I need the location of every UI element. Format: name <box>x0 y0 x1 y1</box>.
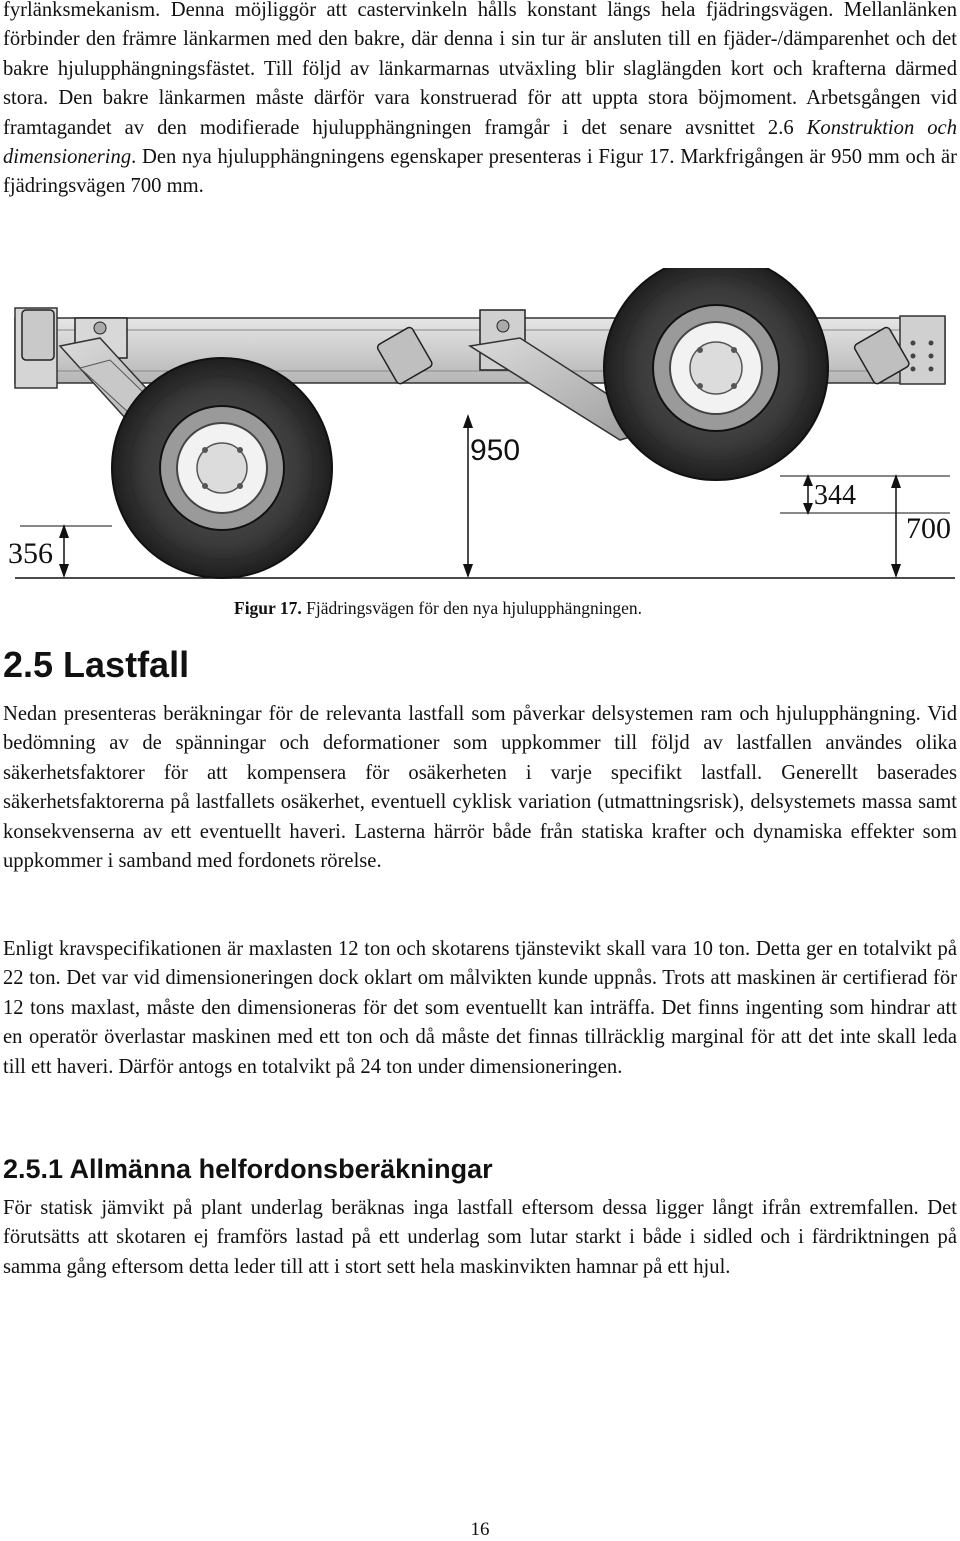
intro-paragraph <box>3 0 957 202</box>
figure-caption <box>234 598 642 619</box>
dimension-label-700: 700 <box>906 512 951 545</box>
suspension-figure <box>0 268 960 590</box>
page-number: 16 <box>470 1519 490 1540</box>
rear-wheel <box>604 268 828 480</box>
suspension-drawing <box>0 268 960 590</box>
helfordon-paragraph: För statisk jämvikt på plant underlag beräknas inga lastfall eftersom dessa ligger långt ifrån extremfallen. Det förutsätts att skotaren ej framförs lastad på ett underlag som lutar starkt i både i sidled och i färdriktningen på samma gång eftersom detta leder till att i stort sett hela maskinvikten hamnar på ett hjul. <box>3 1197 957 1278</box>
dimension-700 <box>891 474 901 578</box>
caption-label: Figur 17. <box>234 598 302 618</box>
lastfall-paragraph-2: Enligt kravspecifikationen är maxlasten 12 ton och skotarens tjänstevikt skall vara 10 ton. Detta ger en totalvikt på 22 ton. Det var vid dimensioneringen dock oklart om målvikten kunde uppnås. Trots att maskinen är certifierad för 12 tons maxlast, måste den dimensioneras för det som eventuellt kan inträffa. Det finns ingenting som hindrar att en operatör överlastar maskinen med ett ton och då måste det finnas tillräcklig marginal för att det inte skall leda till ett haveri. Därför antogs en totalvikt på 24 ton under dimensioneringen. <box>3 938 957 1078</box>
caption-text: Fjädringsvägen för den nya hjulupphängningen. <box>301 598 642 618</box>
intro-text-1: fyrlänksmekanism. Denna möjliggör att castervinkeln hålls konstant längs hela fjädringsvägen. Mellanlänken förbinder den främre länkarmen med den bakre, där denna i sin tur är ansluten till en fjäder-/dämparenhet och det bakre hjulupphängningsfästet. Till följd av länkarmarnas utväxling blir slaglängden kort och krafterna därmed stora. Den bakre länkarmen måste därför vara konstruerad för att uppta stora böjmoment. Arbetsgången vid framtagandet av den modifierade hjulupphängningen framgår i det senare avsnittet 2.6 <box>3 0 957 139</box>
section-heading-lastfall: 2.5 Lastfall <box>3 644 190 685</box>
subsection-heading-helfordon: 2.5.1 Allmänna helfordonsberäkningar <box>3 1154 493 1184</box>
dimension-label-356: 356 <box>8 537 53 570</box>
dimension-label-344: 344 <box>814 480 856 511</box>
intro-text-2: . Den nya hjulupphängningens egenskaper presenteras i Figur 17. Markfrigången är 950 mm och är fjädringsvägen 700 mm. <box>3 146 957 198</box>
front-wheel <box>112 358 332 578</box>
intro-italic-reference: Konstruktion och dimensionering <box>3 116 957 169</box>
dimension-344 <box>780 474 950 515</box>
lastfall-paragraph-1: Nedan presenteras beräkningar för de relevanta lastfall som påverkar delsystemen ram och hjulupphängning. Vid bedömning av de spänningar och deformationer som uppkommer till följd av lastfallen användes olika säkerhetsfaktorer för att kompensera för osäkerheten i varje specifikt lastfall. Generellt baserades säkerhetsfaktorerna på lastfallets osäkerhet, eventuell cyklisk variation (utmattningsrisk), delsystemets massa samt konsekvenserna av ett eventuellt haveri. Lasterna härrör både från statiska krafter och dynamiska effekter som uppkommer i samband med fordonets rörelse. <box>3 703 957 873</box>
dimension-label-950: 950 <box>470 434 521 467</box>
